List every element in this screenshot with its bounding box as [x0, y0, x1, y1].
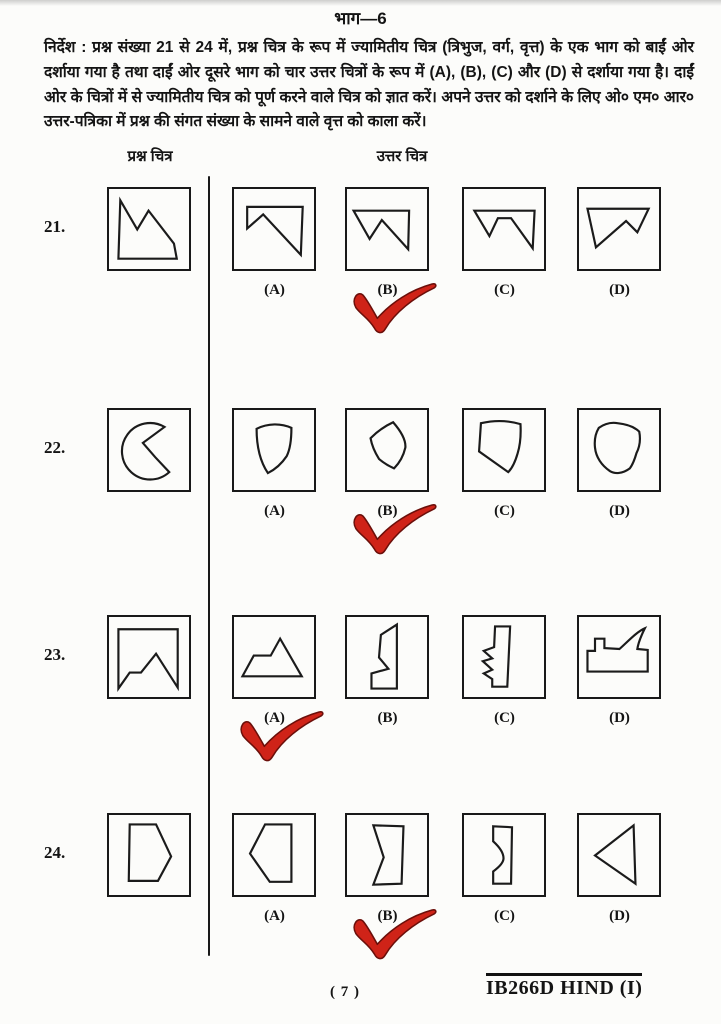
option-shape [595, 423, 640, 473]
option-a [232, 615, 317, 775]
option-figure-box[interactable] [345, 187, 429, 271]
question-number: 23. [44, 645, 66, 664]
option-shape [354, 211, 410, 250]
option-shape [483, 626, 510, 686]
option-label: (A) [264, 282, 285, 298]
option-figure-box[interactable] [232, 615, 316, 699]
instructions-text: निर्देश : प्रश्न संख्या 21 से 24 में, प्रश्न चित्र के रूप में ज्यामितीय चित्र (त्रिभुज, वर्ग, वृत्त) के एक भाग को बाईं ओर दर्शाया गया है तथा दाईं ओर दूसरे भाग को चार उत्तर चित्रों के रूप में (A), (B), (C) और (D) से दर्शाया गया है। दाईं ओर के चित्रों में से ज्यामितीय चित्र को पूर्ण करने वाले चित्र को ज्ञात करें। अपने उत्तर को दर्शाने के लिए ओ० एम० आर० उत्तर-पत्रिका में प्रश्न की संगत संख्या के सामने वाले वृत्त को काला करें। [44, 39, 694, 131]
option-figure-box[interactable] [462, 408, 546, 492]
option-label: (D) [609, 503, 630, 519]
option-shape [479, 421, 521, 472]
option-figure-box[interactable] [345, 408, 429, 492]
answer-figure-column-header: उत्तर चित्र [376, 148, 428, 165]
question-number: 24. [44, 843, 66, 862]
option-label: (D) [609, 710, 630, 726]
option-label: (C) [494, 282, 515, 298]
option-shape [371, 422, 406, 468]
option-figure-box[interactable] [345, 813, 429, 897]
option-shape [493, 826, 512, 883]
checkmark-icon [348, 283, 438, 334]
question-figure-box [107, 813, 191, 897]
option-shape [257, 424, 292, 473]
option-label: (C) [494, 503, 515, 519]
option-shape [371, 625, 396, 689]
part-title: भाग—6 [334, 9, 387, 28]
question-row-24 [0, 813, 721, 983]
option-d [577, 187, 662, 347]
option-label: (B) [377, 503, 398, 519]
option-label: (B) [377, 908, 398, 924]
option-label: (D) [609, 282, 630, 298]
question-figure-shape [118, 629, 177, 688]
checkmark-icon [348, 909, 438, 960]
option-figure-box[interactable] [232, 813, 316, 897]
option-b [345, 408, 430, 568]
option-label: (B) [377, 282, 398, 298]
option-figure-box[interactable] [232, 408, 316, 492]
option-shape [474, 211, 534, 249]
checkmark-icon [348, 504, 438, 555]
checkmark-icon [235, 711, 325, 762]
option-shape [373, 825, 403, 884]
option-shape [587, 209, 648, 248]
option-shape [587, 628, 647, 671]
option-label: (A) [264, 503, 285, 519]
option-d [577, 615, 662, 775]
option-shape [595, 825, 635, 883]
option-label: (D) [609, 908, 630, 924]
option-figure-box[interactable] [462, 615, 546, 699]
question-figure-box [107, 408, 191, 492]
option-shape [250, 824, 291, 881]
question-figure-shape [129, 824, 171, 880]
question-figure-box [107, 615, 191, 699]
option-figure-box[interactable] [577, 813, 661, 897]
option-figure-box[interactable] [462, 813, 546, 897]
option-a [232, 813, 317, 973]
question-row-23 [0, 615, 721, 785]
option-a [232, 408, 317, 568]
option-label: (A) [264, 908, 285, 924]
option-figure-box[interactable] [577, 615, 661, 699]
option-label: (C) [494, 908, 515, 924]
option-c [462, 187, 547, 347]
option-c [462, 813, 547, 973]
page-number: ( 7 ) [330, 984, 360, 1000]
option-figure-box[interactable] [232, 187, 316, 271]
question-figure-column-header: प्रश्न चित्र [127, 148, 173, 165]
question-number: 22. [44, 438, 66, 457]
option-figure-box[interactable] [577, 408, 661, 492]
option-b [345, 187, 430, 347]
option-label: (C) [494, 710, 515, 726]
option-label: (A) [264, 710, 285, 726]
option-figure-box[interactable] [577, 187, 661, 271]
option-b [345, 813, 430, 973]
option-c [462, 615, 547, 775]
option-shape [242, 639, 301, 677]
booklet-code: IB266D HIND (I) [486, 973, 642, 1000]
option-figure-box[interactable] [462, 187, 546, 271]
option-b [345, 615, 430, 775]
question-figure-box [107, 187, 191, 271]
option-c [462, 408, 547, 568]
option-label: (B) [377, 710, 398, 726]
option-d [577, 408, 662, 568]
option-d [577, 813, 662, 973]
question-figure-shape [118, 200, 176, 258]
question-number: 21. [44, 217, 66, 236]
question-figure-shape [122, 423, 169, 479]
question-row-21 [0, 187, 721, 357]
option-figure-box[interactable] [345, 615, 429, 699]
question-row-22 [0, 408, 721, 578]
option-shape [247, 207, 303, 255]
option-a [232, 187, 317, 347]
